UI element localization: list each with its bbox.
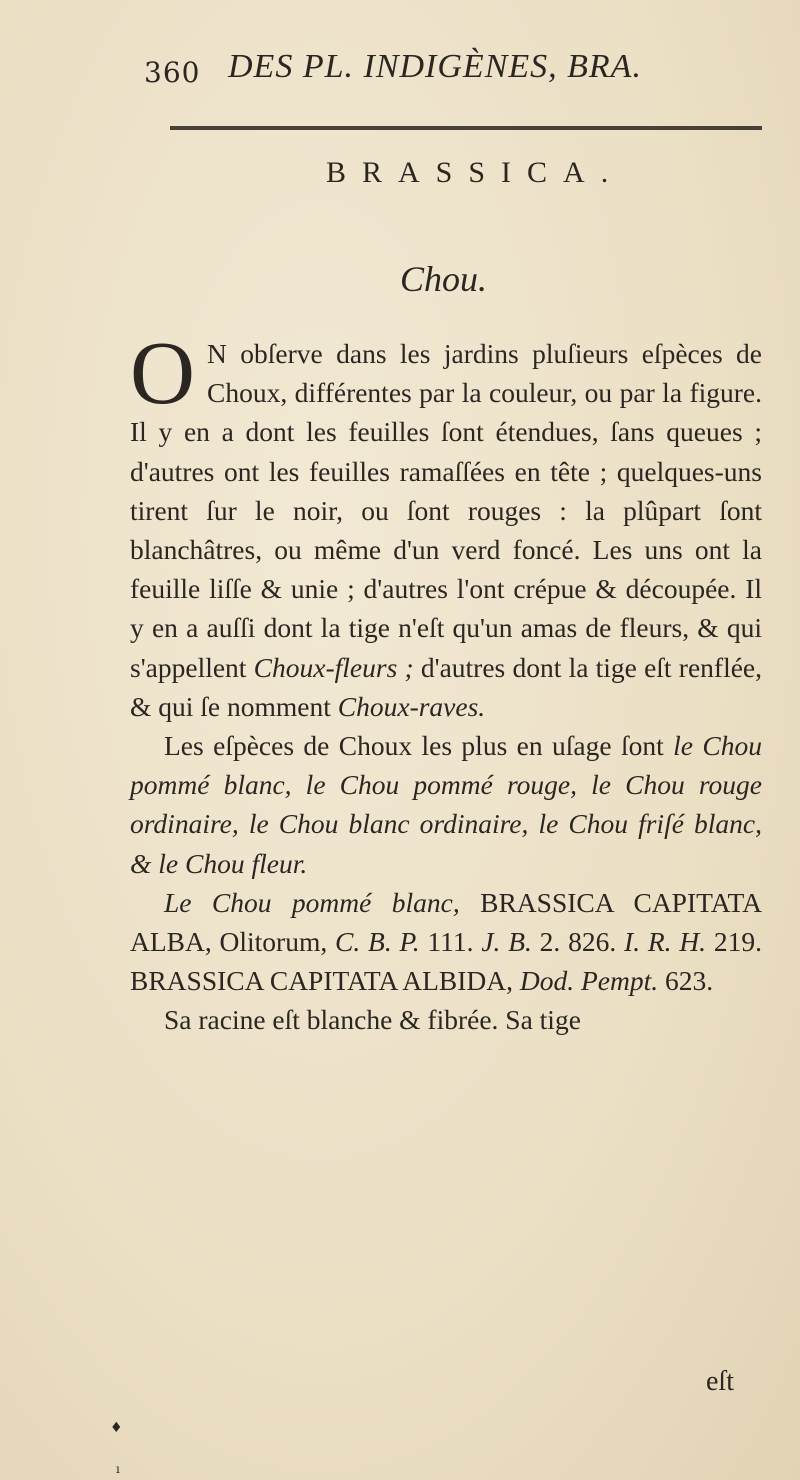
paragraph-3-ref-1: C. B. P. (335, 926, 420, 958)
section-title: BRASSICA. (326, 156, 625, 189)
paragraph-1-text-2: d'autres dont la tige eſt renflée, & qui ſe nomment (130, 651, 762, 722)
paragraph-2-text: Les eſpèces de Choux les plus en uſage ſont (164, 730, 674, 762)
header-rule (170, 126, 762, 130)
ink-spot: ♦ (110, 1420, 123, 1436)
ink-mark: ı (116, 1462, 120, 1476)
paragraph-1-italic-1: Choux-fleurs ; (253, 651, 414, 683)
page-number: 360 (144, 56, 201, 89)
paragraph-3 (130, 883, 762, 1001)
catchword: eſt (706, 1366, 734, 1397)
body-text (130, 324, 762, 1040)
section-subtitle: Chou. (400, 259, 488, 299)
drop-cap: O (130, 324, 195, 423)
paragraph-1 (130, 324, 762, 726)
running-head: DES PL. INDIGÈNES, BRA. (228, 48, 642, 85)
page-header (140, 48, 780, 98)
paragraph-2 (130, 726, 762, 883)
paragraph-4-text: Sa racine eſt blanche & fibrée. Sa tige (164, 1004, 581, 1036)
paragraph-3-ref-4: Dod. Pempt. (519, 965, 659, 997)
paragraph-3-text-2: 111. (419, 926, 482, 958)
paragraph-3-text: BRASSICA CAPITATA ALBA, Olitorum, (130, 886, 762, 958)
paragraph-3-text-5: 623. (658, 965, 714, 997)
paragraph-1-text: N obſerve dans les jardins pluſieurs eſpèces de Choux, différentes par la couleur, ou par la figure. Il y en a dont les feuilles ſont étendues, ſans queues ; d'autres ont les feuilles ramaſſées en tête ; quelques-uns tirent ſur le noir, ou ſont rouges : la plûpart ſont blanchâtres, ou même d'un verd foncé. Les uns ont la feuille liſſe & unie ; d'autres l'ont crépue & découpée. Il y en a auſſi dont la tige n'eſt qu'un amas de fleurs, & qui s'appellent (130, 338, 762, 683)
paragraph-3-text-4: 219. BRASSICA CAPITATA ALBIDA, (130, 926, 762, 997)
paragraph-4 (130, 1000, 762, 1039)
paragraph-2-italic: le Chou pommé blanc, le Chou pommé rouge, le Chou rouge ordinaire, le Chou blanc ordinaire, le Chou friſé blanc, & le Chou fleur. (130, 730, 762, 879)
paragraph-1-italic-2: Choux-raves. (337, 690, 486, 722)
paragraph-3-ref-3: I. R. H. (624, 926, 707, 958)
paragraph-3-text-3: 2. 826. (531, 926, 625, 958)
paragraph-3-italic-lead: Le Chou pommé blanc, (164, 886, 460, 918)
paragraph-3-ref-2: J. B. (481, 926, 532, 958)
